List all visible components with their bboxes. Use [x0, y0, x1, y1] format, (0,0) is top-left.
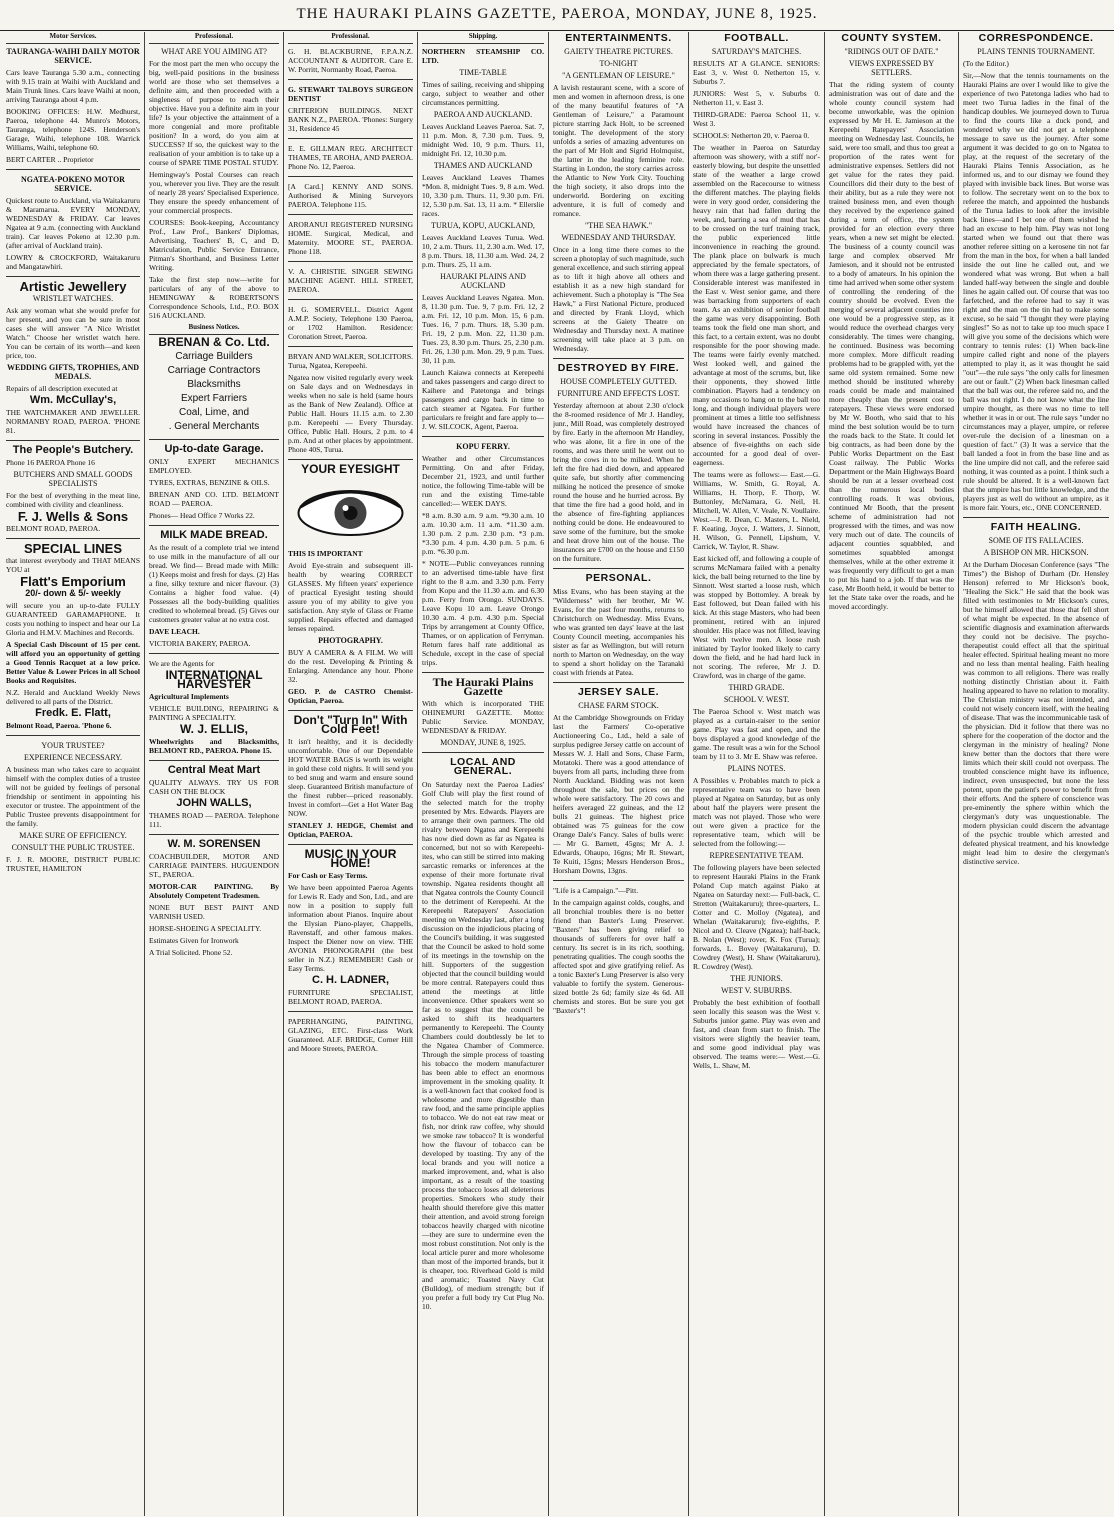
divider	[288, 1011, 413, 1012]
article-heading: FAITH HEALING.	[990, 521, 1082, 533]
ad-signature: F. J. R. MOORE, DISTRICT PUBLIC TRUSTEE, HAMILTON	[6, 855, 140, 873]
article-text: The teams were as follows:— East.—G. Williams, W. Smith, G. Royal, A. Williams, H. Thorp, F. Thorp, W. Buttonley, McNamara, G. Neil, H. Mitchell, W. Allen, V. Veale, N. Voullaire. West.—J. R. Dean, C. Masters, L. Nield, F. Keating, Joyce, J. Watters, J. Sinnott, H. Wilson, G. Pennell, Lipshum, V. Carrick, W. Taylor, R. Shaw.	[693, 470, 820, 551]
ad-text: HORSE-SHOEING A SPECIALITY.	[149, 924, 262, 933]
professional-card: G. H. BLACKBURNE, F.P.A.N.Z. ACCOUNTANT & AUDITOR. Care E. W. Porritt, Normanby Road, Paeroa.	[288, 47, 413, 74]
ad-title: YOUR TRUSTEE?	[41, 741, 105, 750]
route-title: THAMES AND AUCKLAND	[433, 161, 533, 170]
gazette-date: MONDAY, JUNE 8, 1925.	[440, 738, 526, 747]
article-subheading: WEDNESDAY AND THURSDAY.	[561, 233, 676, 242]
article-text: Probably the best exhibition of football seen locally this season was the West v. Suburbs junior game. Play was even and fast, and clean from start to finish. The visitors were slightly the heavier team, and some good individual play was observed. The teams were:— West.—G. Wells, L. Shaw, M.	[693, 998, 820, 1070]
ad-subtitle: that interest everybody and THAT MEANS YOU at	[6, 556, 140, 574]
article-text: In the campaign against colds, coughs, and all bronchial troubles there is no better friend than Baxter's Lung Preserver. "Baxters" has been giving relief to thousands of sufferers for over half a century. Its secret is in its rich, soothing, penetrating qualities. The cough sooths the affected spot and give gratifying relief. As a tonic Baxter's Lung Preserver is also very valuable to fortify the system. Generous-sized bottle 2s 6d; family size 4s 6d. All chemists and stores. But be sure you get "Baxter's"!	[553, 898, 684, 1015]
ad-offer: 20/- down & 5/- weekly	[25, 588, 121, 598]
service-line: . General Merchants	[168, 421, 260, 432]
ad-text: PAPERHANGING, PAINTING, GLAZING, ETC. First-class Work Guaranteed. ALF. BRIDGE, Corner Hill and Moore Streets, PAEROA.	[288, 1017, 413, 1053]
ad-title: INTERNATIONAL HARVESTER	[165, 668, 263, 691]
divider	[288, 79, 413, 80]
ad-title: TAURANGA-WAIHI DAILY MOTOR SERVICE.	[6, 47, 140, 65]
ad-proprietor: LOWRY & CROCKFORD, Waitakaruru and Mangatawhiri.	[6, 253, 140, 271]
ad-address: Belmont Road, Paeroa. 'Phone 6.	[6, 721, 112, 730]
ad-subtitle: CONSULT THE PUBLIC TRUSTEE.	[11, 843, 135, 852]
ad-address: BRENAN AND CO. LTD. BELMONT ROAD — PAEROA.	[149, 490, 279, 508]
column-1	[6, 32, 140, 1516]
professional-card: BRYAN AND WALKER, SOLICITORS. Turua, Ngatea, Kerepeehi.	[288, 352, 413, 370]
column-rule	[824, 32, 825, 1516]
ad-subtitle: MOTOR-CAR PAINTING. By Absolutely Competent Tradesmen.	[149, 882, 279, 900]
ad-address: VICTORIA BAKERY, PAEROA.	[149, 639, 251, 648]
ferry-times: *8 a.m. 8.30 a.m. 9 a.m. *9.30 a.m. 10 a.m. 10.30 a.m. 11 a.m. *11.30 a.m. 1.30 p.m. 2 p.m. 2.30 p.m. *3 p.m. *3.30 p.m. 4 p.m. 4.30 p.m. 5 p.m. 6 p.m. *6.30 p.m.	[422, 511, 544, 556]
article-text: Yesterday afternoon at about 2.30 o'clock the 8-roomed residence of Mr J. Handley, junr., Mill Road, was completely destroyed by fire. Early in the afternoon Mr Handley, who was alone, lit a fire in one of the rooms, and was there until he went out to bring the cows in to be milked. When he left the fire had died down, and appeared quite safe, but shortly after commencing milking he noticed the presence of smoke round the house and he hurried across. By that time the fire had a good hold, and in the absence of fire-fighting appliances nothing could be done. He endeavoured to save some of the furniture, but the smoke and heat drove him out of the house. The insurances are £700 on the house and £150 on the furniture.	[553, 401, 684, 563]
ad-business-name: F. J. Wells & Sons	[17, 509, 129, 524]
ad-text: N.Z. Herald and Auckland Weekly News delivered to all parts of the District.	[6, 688, 140, 706]
divider	[149, 760, 279, 761]
ad-text: COURSES: Book-keeping, Accountancy Prof., Law Prof., Bankers' Diplomas, Advertising, Teachers' B, C, and D, Matriculation, Public Service Entrance, Pitman's Shorthand, and Business Letter Writing.	[149, 218, 279, 272]
route-times: Leaves Auckland Leaves Ngatea. Mon. 8, 11.30 p.m. Tue. 9, 7 p.m. Fri. 12, 2 a.m. Fri. 12, 10 p.m. Mon. 15, 6 p.m. Tues. 16, 7 p.m. Thurs. 18, 5.30 p.m. Fri. 19, 2 p.m. Mon. 22, 11.30 p.m. Tues. 23, 8.30 p.m. Thurs. 25, 2.30 p.m. Fri. 26, 1.30 p.m. Mon. 29, 9 p.m. Tues. 30, 11 p.m.	[422, 293, 544, 365]
article-subheading: WEST V. SUBURBS.	[721, 986, 792, 995]
ad-subtitle: WRISTLET WATCHES.	[32, 294, 114, 303]
ad-subtitle: THIS IS IMPORTANT	[288, 549, 363, 558]
article-subheading: "RIDINGS OUT OF DATE."	[844, 47, 939, 56]
ad-title: WHAT ARE YOU AIMING AT?	[161, 47, 267, 56]
divider	[553, 682, 684, 683]
article-subheading: THE JUNIORS.	[730, 974, 783, 983]
divider	[6, 169, 140, 170]
ad-business-name: STANLEY J. HEDGE, Chemist and Optician, PAEROA.	[288, 821, 413, 839]
route-times: Leaves Auckland Leaves Turua. Wed. 10, 2 a.m. Thurs. 11, 2.30 a.m. Wed. 17, 8 p.m. Thurs. 18, 11.30 a.m. Wed. 24, 2 p.m. Thurs. 25, 11 a.m.	[422, 233, 544, 269]
article-text: A Possibles v. Probables match to pick a representative team was to have been played at Ngatea on Saturday, but as only about half the players were present the match was not played. Those who were out were given a practice for the representative team, which will be selected from the following:—	[693, 776, 820, 848]
ad-text: Hemingway's Postal Courses can reach you, wherever you live. They are the result of nearly 28 years' Specialised Experience. They ensure the speedy enhancement of your commercial prospects.	[149, 170, 279, 215]
ad-business-name: W. M. SORENSEN	[167, 838, 261, 850]
column-3	[288, 32, 413, 1516]
service-line: Blacksmiths	[187, 379, 241, 390]
divider	[288, 261, 413, 262]
article-text: At the Cambridge Showgrounds on Friday last the Farmers' Co-operative Auctioneering Co., Ltd., held a sale of surplus pedigree Jersey cattle on account of Messrs W. J. Hall and Sons, Chase Farm, Motatoki. There was a good attendance of buyers from all parts, including three from North Auckland. Bidding was not keen throughout the sale, but prices on the whole were satisfactory. The 20 cows and heifers averaged 22 guineas, and the 12 bulls 21 guineas. The highest price obtained was 75 guineas for the cow Orange Dale's Fancy. Sales of bulls were:— Mr G. Barnett, 45gns; Mr A. J. Edwards, Ohaupo, 16gns; Mr R. Stewart, Te Kuiti, 15gns; Messrs Henderson Bros., Horsham Downs, 13gns.	[553, 713, 684, 875]
professional-card: [A Card.] KENNY AND SONS. Authorised & Mining Surveyors PAEROA. Telephone 115.	[288, 182, 413, 209]
article-subheading: VIEWS EXPRESSED BY SETTLERS.	[848, 59, 935, 77]
ad-text: Repairs of all description executed at	[6, 384, 118, 393]
divider	[6, 440, 140, 441]
divider	[288, 299, 413, 300]
professional-card: ARORANUI REGISTERED NURSING HOME. Surgical, Medical, and Maternity. MOORE ST., PAEROA. Phone 118.	[288, 220, 413, 256]
divider	[553, 568, 684, 569]
ad-title: MILK MADE BREAD.	[160, 529, 268, 541]
article-text: The Paeroa School v. West match was played as a curtain-raiser to the senior game. Play was fast and open, and the boys displayed a good knowledge of the game. The result was a win for the School team by 11 to 3. Mr E. Shaw was referee.	[693, 707, 820, 761]
ad-address: Wheelwrights and Blacksmiths, BELMONT RD., PAEROA. Phone 15.	[149, 737, 279, 755]
ad-title: NGATEA-POKENO MOTOR SERVICE.	[21, 175, 125, 193]
ad-subtitle: Agricultural Implements	[149, 692, 229, 701]
results-schools: SCHOOLS: Netherton 20, v. Paeroa 0.	[693, 131, 810, 140]
ad-services-list	[149, 350, 279, 434]
article-subheading: PLAINS TENNIS TOURNAMENT.	[977, 47, 1095, 56]
masthead	[0, 0, 1114, 31]
route-times: Leaves Auckland Leaves Thames *Mon. 8, midnight Tues. 9, 8 a.m. Wed. 10, 3.30 p.m. Thurs. 11, 9.30 p.m. Fri. 12, 5.30 p.m. Sat. 13, 11 a.m. * Ellerslie races.	[422, 173, 544, 218]
section-heading: COUNTY SYSTEM.	[841, 32, 942, 44]
ad-text: A Trial Solicited. Phone 52.	[149, 948, 233, 957]
ad-text: will secure you an up-to-date FULLY GUARANTEED GARAMAPHONE. It costs you nothing to inspect and hear our La Gloria and H.M.V. Machines and Records.	[6, 601, 140, 637]
article-text: On Saturday next the Paeroa Ladies' Golf Club will play the first round of the selected match for the trophy presented by Mrs. Edwards. Players are to arrange their own partners. The old rivalry between Ngatea and Kerepeehi has now died down as far as Ngatea is concerned, but not so with Kerepeehi-ites, who can still be stirred into making sarcastic remarks or inferences at the expense of their more fortunate rival township. Ngatea residents thought all that Ngatea controls the County Council to the detriment of Kerepeehi. At the Kerepeehi Ratepayers' Association meeting on Wednesday last, after a long discussion on the injudicious placing of the Council's building, it was suggested that the Council be asked to hold some of its meetings in the township on the hill. Supporters of the suggestion objected that the council building would be more central. Ratepayers could thus attend the meetings at little inconvenience. Other speakers went so far as to suggest that the council be asked to shift its headquarters permanently to Kerepeehi. The County Chambers could doubtlessly be let to the Ngatea Chamber of Commerce. Through the simple process of toasting his tobacco the modern manufacturer has been able to effect an enormous improvement in the smoking quality. It is a well-known fact that cooked food is wholesome and more digestible than raw food, and the same principle applies to tobacco. We do not eat raw meat or fish, nor drink raw coffee, why should we smoke raw tobacco? It is wonderful how the flavour of tobacco can be developed by toasting. Try any of the local brands and you will notice a marked improvement, and, what is also important, as a result of the toasting process the tobacco loses all deleterious properties. Smokers who study their health should therefore give this matter their attention, and avoid strong foreign tobaccos heavily charged with nicotine—they are sure to undermine even the most robust constitution. Not only is the local article purer and more wholesome than most of the imported brands, but it is cheaper, too. Riverhead Gold is mild and aromatic; Toasted Navy Cut (Bulldog), of medium strength; but if you prefer a full body try Cut Plug No. 10.	[422, 780, 544, 1311]
divider	[149, 525, 279, 526]
divider	[553, 358, 684, 359]
article-subheading: THIRD GRADE.	[728, 683, 785, 692]
ad-business-name: W. J. ELLIS,	[179, 722, 248, 736]
ad-business-name: Flatt's Emporium	[20, 574, 126, 589]
column-rule	[688, 32, 689, 1516]
divider	[422, 752, 544, 753]
ad-subtitle: For Cash or Easy Terms.	[288, 871, 368, 880]
article-text: Sir,—Now that the tennis tournaments on the Hauraki Plains are over I would like to give the experience of two Patetonga ladies who had to meet two Turua ladies in the final of the handicap doubles. We journeyed down to Turua to find the courts like a duck pond, and wondered why we did not get a telephone message to save us the journey. After some argument it was decided to go on to Ngatea to play, at the request of the secretary of the Hauraki Plains Tennis Association, as he informed us, and to our dismay we found they played with invisible back lines. But worse was to follow. The secretary went on to the box to referee the match, and appointed the husbands of the Turua ladies to look after the invisible back lines—and I bet one of them wished he had an excuse to help him. Play was not long started when we found out that there was another referee sitting on a kerosene tin not far from the man in the box, for when a ball landed inside the out line he called out, and we wondered what was wrong. But when a ball landed half-way between the single and double lines he again called out. Of course that was too farfetched, and the referee had to say it was right and the man on the tin had to make some excuse, so he said "I thought they were playing singles!" So as not to take up too much space I will give you some of the decisions which were contrary to tennis rules: (1) When back-line umpire called right and none of the players attempted to play it, as it was thought he said "out"—the rule says "the only calls for linesmen are out or fault." (2) When back linesman called that the ball was out, the referee said no, and the ball was not right. I do not know what the line umpire thought, as there was no time to tell whether it was in or out. The rule says "under no circumstances may a player, umpire, or referee over-rule the decision of a linesman on a question of fact." (3) It was a service that the ball landed a foot in from the base line and as the line umpire did not call, and the referee said nothing, it was counted as a point. I think such a rule should be altered. It is a well-known fact that the umpire has but little knowledge, and the players just as well do without an umpire, as it is more fair. Yours, etc., ONE CONCERNED.	[963, 71, 1109, 512]
ad-text: For the best of everything in the meat line, combined with civility and cleanliness.	[6, 491, 140, 509]
results-juniors: JUNIORS: West 5, v. Suburbs 0. Netherton 11, v. East 3.	[693, 89, 820, 107]
section-heading: CORRESPONDENCE.	[978, 32, 1094, 44]
section-heading: Business Notices.	[149, 323, 279, 335]
article-subheading: HOUSE COMPLETELY GUTTED.	[560, 377, 677, 386]
article-subheading: A BISHOP ON MR. HICKSON.	[983, 548, 1089, 557]
ad-title: The People's Butchery.	[12, 444, 134, 456]
column-6	[693, 32, 820, 1516]
ad-subtitle: BUTCHERS AND SMALL GOODS SPECIALISTS	[13, 470, 133, 488]
professional-card: CRITERION BUILDINGS. NEXT BANK N.Z., PAEROA. 'Phones: Surgery 31, Residence 45	[288, 106, 413, 133]
ad-address: THE WATCHMAKER AND JEWELLER. NORMANBY ROAD, PAEROA. 'PHONE 81.	[6, 408, 140, 435]
professional-card: E. E. GILLMAN REG. ARCHITECT THAMES, TE AROHA, AND PAEROA. Phone No. 12, Paeroa.	[288, 144, 413, 171]
ad-text: Estimates Given for Ironwork	[149, 936, 239, 945]
ad-text: Cars leave Tauranga 5.30 a.m., connecting with 9.15 train at Waihi with Auckland and Main Trunk lines. Cars leave Waihi at noon, arriving Tauranga about 4 p.m.	[6, 68, 140, 104]
article-heading: LOCAL AND GENERAL.	[450, 756, 516, 777]
ferry-title: KOPU FERRY.	[456, 442, 510, 451]
ad-business-name: C. H. LADNER,	[312, 974, 389, 986]
divider	[288, 459, 413, 460]
professional-card: V. A. CHRISTIE. SINGER SEWING MACHINE AGENT. HILL STREET, PAEROA.	[288, 267, 413, 294]
article-subheading: "A GENTLEMAN OF LEISURE."	[562, 71, 675, 80]
ad-text: It isn't healthy, and it is decidedly uncomfortable. One of our Dependable HOT WATER BAGS is worth its weight in gold these cold nights. It will send you to bed snug and warm and ensure sound sleep. Guaranteed British manufacture of the finest rubber—priced reasonably. Invest in comfort—Get a Hot Water Bag NOW.	[288, 737, 413, 818]
service-line: Expert Farriers	[180, 393, 248, 404]
article-subheading: CHASE FARM STOCK.	[578, 701, 659, 710]
ad-business-name: DAVE LEACH.	[149, 627, 200, 636]
ad-phone: Phones— Head Office 7 Works 22.	[149, 511, 255, 520]
section-heading: Professional.	[288, 32, 413, 44]
article-subheading: SATURDAY'S MATCHES.	[711, 47, 802, 56]
column-2	[149, 32, 279, 1516]
ad-title: Up-to-date Garage.	[164, 443, 264, 455]
article-heading: DESTROYED BY FIRE.	[557, 362, 680, 374]
professional-card: Ngatea now visited regularly every week on Sale days and on Wednesdays in weeks when no sale is held (same hours as the Bank of New Zealand). Office at Public Hall. Hours 11.15 a.m. to 2.30 p.m. Kerepeehi — Every Thursday. Office, Public Hall. Hours, 2 p.m. to 4 p.m. And at other places by appointment. Phone 40S, Turua.	[288, 373, 413, 454]
ad-text: Quickest route to Auckland, via Waitakaruru & Maramarua. EVERY MONDAY, WEDNESDAY & FRIDAY. Car leaves Ngatea at 9 a.m. (connecting with Auckland train). Car leaves Pokeno at 12.30 p.m. (after arrival of Auckland train).	[6, 196, 140, 250]
column-rule	[144, 32, 145, 1516]
professional-card: G. STEWART TALBOYS SURGEON DENTIST	[288, 85, 413, 103]
article-text: At the Durham Diocesan Conference (says "The Times") the Bishop of Durham (Dr. Hensley Henson) referred to Mr Hickson's book, "Healing the Sick." He said that the book was filled with testimonies to Mr Hickson's cures, but he himself allowed that those that fell short of what might be expected. In the absence of scientific diagnosis and examination afterwards they could not be decisive. The psycho-therapeutist could effect all that the spiritual healer effected. Spiritual healing meant no more and no less than mental healing. Faith healing was common to all religions. There was really nothing distinctly Christian about it. Faith healing appeared to have no relation to morality. The Christian ministry was not intended, and could not wisely concern itself, with the healing of disease. That was the incommunicable task of the physician. Did it follow that there was no sphere for the cooperation of the doctor and the clergyman in the ministry of healing? None knew better than the doctors that there were limits which their skill could not overpass. The troubled conscience might have its influence, indirect, even unsuspected, but none the less potent, upon the patient's power to benefit from their efforts. And the sphere of conscience was pre-eminently the sphere within which the clergyman's duty was unquestionable. The modern physician could discern the advantage of the psychic trouble which arrested and defeated physical treatment, and his knowledge might lead him to desire the clergyman's distinctive service.	[963, 560, 1109, 866]
column-7	[829, 32, 954, 1516]
section-heading: Motor Services.	[6, 32, 140, 44]
route-title: HAURAKI PLAINS AND AUCKLAND	[440, 272, 526, 290]
divider	[288, 710, 413, 711]
ad-text: Take the first step now—write for particulars of any of the above to HEMINGWAY & ROBERTSON'S Correspondence Schools, Ltd., P.O. BOX 516 AUCKLAND.	[149, 275, 279, 320]
results-third-grade: THIRD-GRADE: Paeroa School 11, v. West 3.	[693, 110, 820, 128]
divider	[288, 176, 413, 177]
article-text: A lavish restaurant scene, with a score of men and women in afternoon dress, is one of the many beautiful features of "A Gentleman of Leisure," a Paramount picture starring Jack Holt, to be screened tonight. The development of the story unfolds a series of amazing adventures on the part of Mr Holt and Sigrid Holmquist, the latter in the leading feminine role. Starting in London, the story carries across the Atlantic to New York City. Touching the high society, it also drops into the underworld. Bordering on exciting adventure, it is full of comedy and romance.	[553, 83, 684, 218]
divider	[288, 346, 413, 347]
article-subheading: GAIETY THEATRE PICTURES.	[564, 47, 673, 56]
divider	[149, 653, 279, 654]
ad-title: Central Meat Mart	[167, 764, 261, 776]
ad-text: BOOKING OFFICES: H.W. Medhurst, Paeroa, telephone 44. Munro's Motors, Tauranga, telephone 124S. Henderson's Garage, Waihi, telephone 108. Warrick Williams, Waihi, telephone 60.	[6, 107, 140, 152]
divider	[422, 672, 544, 673]
ad-title: SPECIAL LINES	[23, 541, 122, 556]
article-text: The weather in Paeroa on Saturday afternoon was showery, with a stiff nor'-easterly blowing, but despite the unsettled state of the weather a large crowd assembled on the Racecourse to witness the different matches. The playing fields were in very good order, considering the heavy rain that had fallen during the week, and, barring a sea of mud that has to be crossed on the turf training track, the public experienced little inconvenience in reaching the ground. The plank place on bulwark is much appreciated by the female spectators, of whom there was a large gathering present. Considerable interest was manifested in the East v. West senior game, and there was barracking from supporters of each team. As an exhibition of senior football the game was very disappointing. Both teams took the field one man short, and this fact, to a certain extent, was no doubt responsible for the poor showing made. The teams were fairly evenly matched. West looked well, and gained the advantage at most of the scrums, but, like their opponents, they showed little combination. Players had a tendency on many occasions to hang on to the ball too long, and though individual players were prominent at times a little too selfishness would have increased the chances of scoring in several instances. Possibly the absence of five-eighths on each side accounted for a good deal of over-eagerness.	[693, 143, 820, 467]
route-note: Launch Kaiawa connects at Kerepeehi and takes passengers and cargo direct to Kaihere and Patetonga and brings passengers and cargo back in time to catch steamer at Ngatea. For further particulars re freight and fare apply to— J. W. SILCOCK, Agent, Paeroa.	[422, 368, 544, 431]
page-title: THE HAURAKI PLAINS GAZETTE, PAEROA, MONDAY, JUNE 8, 1925.	[296, 6, 818, 22]
service-line: Coal, Lime, and	[178, 407, 250, 418]
eye-illustration-icon	[288, 477, 413, 547]
article-subheading: "Life is a Campaign."—Pitt.	[553, 886, 639, 895]
article-heading: PERSONAL.	[585, 572, 652, 584]
ad-text: BUY A CAMERA & A FILM. We will do the rest. Developing & Printing & Enlarging. Attendance any hour. Phone 32.	[288, 648, 413, 684]
article-text: That the riding system of county administration was out of date and the whole county council system had become unworkable, was the opinion expressed by Mr H. E. Jamieson at the Kerepeehi Ratepayers' Association meeting on Wednesday last. Councils, he said, were too small, and thus too great a proportion of the rates went for administrative expenses. Settlers did not get value for the rates they paid. Councillors did their duty to the best of their ability, but as a rule they were not trained business men, and even though they received by the experience gained during a term of office, the system provided for an election every three years, when a new set might be elected. The business of a county council was large and complex observed Mr Jamieson, and it should not be entrusted to a body of amateurs. In his opinion the time had arrived when some other system of controlling the rendering of the country should be evolved. Even the merging of several adjacent counties into one would be a progressive step, as it would reduce the overhead charges very considerably. The times were changing, he continued. Business was becoming more complex. More difficult reading problems had to be grappled with, yet the same old system remained. Some new method should be instituted whereby roads could be made and maintained more cheaply than the present cost to ratepayers. These views were endorsed by Mr W. Booth, who said that to his mind the best solution would be to turn the roads back to the State. It could let big contracts, as had been done by the Public Works Department on the East Coast railway. The Public Works Department or the Main Highways Board should be run at a lesser overhead cost than the numerous local bodies controlling roads. It was obvious, continued Mr Booth, that the present scheme of administration had not progressed with the times, and was now very much out of date. The councils of adjacent counties squabbled, and sometimes squabbled amongst themselves, while at the other extreme it was frequently very difficult to get a man to put his hand to a job. If that was the case, Mr Booth held, it would be better to let the State take over the roads, and he moved accordingly.	[829, 80, 954, 611]
divider	[422, 436, 544, 437]
column-5	[553, 32, 684, 1516]
article-text: The following players have been selected to represent Hauraki Plains in the Frank Poland Cup match against Piako at Ngatea on Saturday next:— Full-back, C. Stretton (Waitakaruru); three-quarters, L. Cotter and C. Molloy (Ngatea), and Whelan (Waitakaruru); five-eighths, P. Nicol and O. Cleave (Ngatea); half-back, B. Nolan (West); rover, K. Fox (Turua); forwards, L. Bovey (Waitakaruru), D. Cowdrey (West), H. Shaw (Waitakaruru), R. Cowdrey (West).	[693, 863, 820, 971]
timetable-title: TIME-TABLE	[459, 68, 507, 77]
article-subheading: SCHOOL V. WEST.	[723, 695, 790, 704]
section-heading: Shipping.	[422, 32, 544, 44]
ad-address: FURNITURE SPECIALIST, BELMONT ROAD, PAEROA.	[288, 988, 413, 1006]
article-heading: JERSEY SALE.	[577, 686, 660, 698]
ad-subtitle: WEDDING GIFTS, TROPHIES, AND MEDALS.	[6, 363, 140, 381]
ad-subtitle: MAKE SURE OF EFFICIENCY.	[19, 831, 127, 840]
divider	[963, 517, 1109, 518]
service-line: Carriage Builders	[175, 351, 253, 362]
divider	[288, 138, 413, 139]
column-rule	[283, 32, 284, 1516]
divider	[288, 214, 413, 215]
section-heading: ENTERTAINMENTS.	[565, 32, 672, 44]
ad-title: PHOTOGRAPHY.	[318, 636, 383, 645]
ad-text: For the most part the men who occupy the big, well-paid positions in the business world are those who set themselves a definite aim, and then proceeded with a singleness of purpose to reach their objective. Have you a definite aim in your life? Is your objective the attainment of a more congenial and more profitable position? In a word, do you aim at SUCCESS? If so, the quickest way to the realisation of your ambition is to take up a course of SPARE TIME POSTAL STUDY.	[149, 59, 279, 167]
column-rule	[548, 32, 549, 1516]
article-subheading: FURNITURE AND EFFECTS LOST.	[557, 389, 680, 398]
professional-card: H. G. SOMERVELL. District Agent A.M.P. Society, Telephone 130 Paeroa, or 1702 Hamilton. Residence: Coronation Street, Paeroa.	[288, 305, 413, 341]
ferry-text: Weather and other Circumstances Permitting. On and after Friday, December 21, 1923, and until further notice, the following Time-table will be run and the existing Time-table cancelled:— WEEK DAYS.	[422, 454, 544, 508]
divider	[553, 880, 684, 881]
ad-address: BELMONT ROAD, PAEROA.	[6, 524, 101, 533]
ad-subtitle: EXPERIENCE NECESSARY.	[23, 753, 123, 762]
service-line: Carriage Contractors	[167, 365, 261, 376]
ferry-note: * NOTE—Public conveyances running to an advertised time-table have first right to the 8 a.m. and 3.30 p.m. Ferry from Kopu and the 11.30 a.m. and 6.30 p.m. Ferry from Orongo. SUNDAYS. Leave Kopu 10 a.m. Leave Orongo 10.30 a.m. 4 p.m. 4.30 p.m. Special Trips by arrangement at County Office, Thames, or on application of Ferryman. Return fares half rate additional as Schedule, except in the case of special trips.	[422, 559, 544, 667]
column-4	[422, 32, 544, 1516]
ad-text: VEHICLE BUILDING, REPAIRING & PAINTING A SPECIALITY.	[149, 704, 279, 722]
ad-text: NONE BUT BEST PAINT AND VARNISH USED.	[149, 903, 279, 921]
ad-text: TYRES, EXTRAS, BENZINE & OILS.	[149, 478, 270, 487]
divider	[149, 834, 279, 835]
section-heading: Professional.	[149, 32, 279, 44]
article-subheading: TO-NIGHT	[599, 59, 638, 68]
section-heading: FOOTBALL.	[724, 32, 789, 44]
gazette-nameplate: The Hauraki Plains Gazette	[432, 675, 534, 698]
divider	[149, 439, 279, 440]
article-subheading: "THE SEA HAWK."	[585, 221, 652, 230]
ad-title: YOUR EYESIGHT	[301, 462, 400, 476]
divider	[6, 276, 140, 277]
route-title: TURUA, KOPU, AUCKLAND,	[431, 221, 535, 230]
ad-text: COACHBUILDER, MOTOR AND CARRIAGE PAINTERS. HUGUENDON ST., PAEROA.	[149, 852, 279, 879]
results-seniors: RESULTS AT A GLANCE. SENIORS: East 3, v. West 0. Netherton 15, v. Suburbs 7.	[693, 59, 820, 86]
divider	[6, 735, 140, 736]
ad-phone: Phone 16 PAEROA Phone 16	[6, 458, 95, 467]
article-subheading: REPRESENTATIVE TEAM.	[709, 851, 804, 860]
route-title: PAEROA AND AUCKLAND.	[433, 110, 533, 119]
divider	[288, 844, 413, 845]
ad-title: Don't "Turn In" With Cold Feet!	[293, 713, 408, 736]
divider	[6, 538, 140, 539]
ad-text: Ask any woman what she would prefer for her present, and you can be sure in most cases she will answer "A Nice Wristlet Watch." Choose her wristlet watch here. You can be certain of its worth—and keen price, too.	[6, 306, 140, 360]
ad-business-name: Fredk. E. Flatt,	[35, 707, 111, 719]
ad-business-name: JOHN WALLS,	[176, 797, 252, 809]
ad-business-name: Wm. McCullay's,	[29, 394, 117, 406]
ad-proprietor: BERT CARTER .. Proprietor	[6, 155, 94, 164]
ad-text: We are the Agents for	[149, 659, 215, 668]
article-subheading: SOME OF ITS FALLACIES.	[988, 536, 1084, 545]
ad-title: Artistic Jewellery	[19, 279, 127, 294]
article-text: Once in a long time there comes to the screen a photoplay of such magnitude, such general excellence, and such stirring appeal as to lift it high above all others and establish it as a new high standard for achievement. Such a photoplay is "The Sea Hawk," a First National Picture, produced and directed by Frank Lloyd, which screens at the Gaiety Theatre on Wednesday and Thursday next. A matinee screening will take place at 3 p.m. on Wednesday.	[553, 245, 684, 353]
gazette-subtitle: With which is incorporated THE OHINEMURI GAZETTE. Motto: Public Service. MONDAY, WEDNESDAY & FRIDAY.	[422, 699, 544, 735]
ad-text: As the result of a complete trial we intend to use milk in the manufacture of all our bread. We find— Bread made with Milk: (1) Keeps moist and fresh for days. (2) Has a fine, silky texture and nicer flavour. (3) Contains a higher food value. (4) Possesses all the body-building qualities credited to wholemeal bread. (5) Gives our customers greater value at no extra cost.	[149, 543, 279, 624]
ad-address: THAMES ROAD — PAEROA. Telephone 111.	[149, 811, 279, 829]
ad-business-name: BRENAN & Co. Ltd.	[158, 335, 270, 349]
ad-text: ONLY EXPERT MECHANICS EMPLOYED.	[149, 457, 279, 475]
timetable-note: Times of sailing, receiving and shipping cargo, subject to weather and other circumstances permitting.	[422, 80, 544, 107]
letter-salutation: (To the Editor.)	[963, 59, 1009, 68]
column-8	[963, 32, 1109, 1516]
ad-title: MUSIC IN YOUR HOME!	[304, 847, 397, 870]
column-rule	[417, 32, 418, 1516]
column-rule	[958, 32, 959, 1516]
article-text: Miss Evans, who has been staying at the "Wilderness" with her brother, Mr W. Evans, for the past four months, returns to Christchurch on Wednesday. Miss Evans, who was granted ten days' leave at the last County Council meeting, accompanies his sister as far as Wellington, but will return north to Marton on Wednesday, on the way to spend a short holiday on the Taranaki coast with friends at Patea.	[553, 587, 684, 677]
company-name: NORTHERN STEAMSHIP CO. LTD.	[422, 47, 544, 65]
ad-text: We have been appointed Paeroa Agents for Lewis R. Eady and Son, Ltd., and are now in a position to supply full information about Pianos. Inquire about the Elysian Piano-player, Chappells, Ravenstaff, and other famous makes. Inspect the Diener now on view. THE AVONIA PHONOGRAPH (the best seller in N.Z.) REMEMBER! Cash or Easy Terms.	[288, 883, 413, 973]
ad-text: Avoid Eye-strain and subsequent ill-health by wearing CORRECT GLASSES. My fifteen years' experience of practical Eyesight testing should assure you of my ability to give you satisfaction. Any style of Glass or Frame supplied. Repairs effected and damaged lenses repaired.	[288, 561, 413, 633]
ad-text: QUALITY ALWAYS. TRY US FOR CASH ON THE BLOCK	[149, 778, 279, 796]
ad-text: A Special Cash Discount of 15 per cent. will afford you an opportunity of getting a Good Tennis Racquet at a low price. Better Value & Lower Prices in all School Books and Requisites.	[6, 640, 140, 685]
article-subheading: PLAINS NOTES.	[727, 764, 786, 773]
article-text: East kicked off, and following a couple of scrums McNamara failed with a penalty kick, the ball being returned to the line by Sinnott. West started a loose rush, which was stopped by Bottomley. A break by East followed, but Dean failed with his kick. At this stage Masters, who had been prominent, retired with an injured shoulder. His place was not filled, leaving West with twelve men. A loose rush initiated by Taylor looked likely to carry down the field, and he had hard luck in not scoring. The referee, Mr J. D. Crawford, was in charge of the game.	[693, 554, 820, 680]
route-times: Leaves Auckland Leaves Paeroa. Sat. 7, 11 p.m. Mon. 8, 7.30 p.m. Tues. 9, midnight Wed. 10, 9 p.m. Thurs. 11, midnight Fri. 12, 10.30 p.m.	[422, 122, 544, 158]
ad-business-name: GEO. P. de CASTRO Chemist-Optician, Paeroa.	[288, 687, 413, 705]
ad-text: A business man who takes care to acquaint himself with the complex duties of a trustee will not be guided by feelings of personal friendship or sentiment in appointing his executor or trustee. The appointment of the Public Trustee prevents disappointment for the family.	[6, 765, 140, 828]
